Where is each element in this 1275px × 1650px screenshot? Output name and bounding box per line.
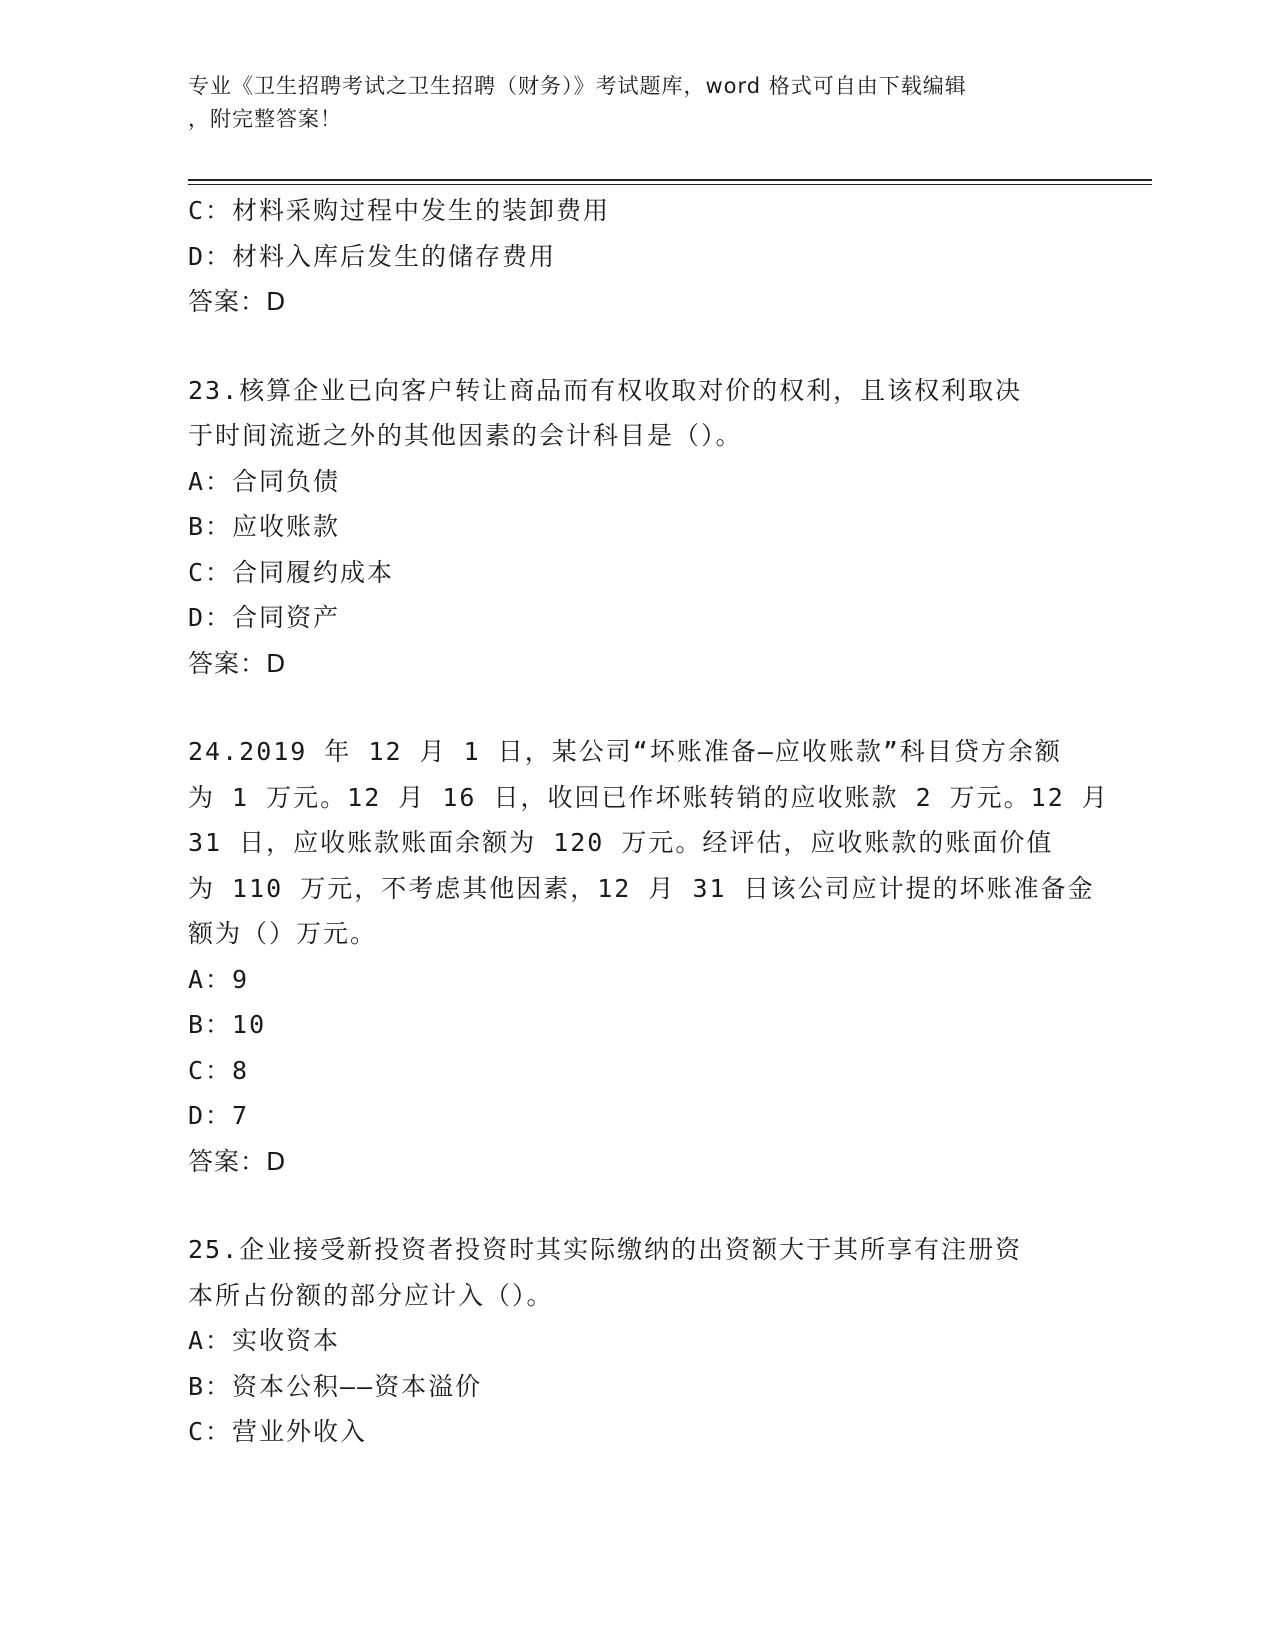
option-b: B：应收账款 — [188, 512, 341, 541]
document-header — [188, 70, 1068, 136]
option-a: A：实收资本 — [188, 1326, 341, 1355]
answer-line: 答案：D — [188, 287, 287, 316]
header-divider — [188, 179, 1152, 185]
question-stem-line: 本所占份额的部分应计入（）。 — [188, 1280, 554, 1310]
question-stem-line: 为 110 万元，不考虑其他因素，12 月 31 日该公司应计提的坏账准备金 — [188, 873, 1095, 903]
question-stem-line: 于时间流逝之外的其他因素的会计科目是（）。 — [188, 421, 743, 450]
question-gap — [188, 686, 1088, 729]
option-c: C：材料采购过程中发生的装卸费用 — [188, 196, 611, 225]
option-c: C：8 — [188, 1055, 250, 1085]
option-b: B：10 — [188, 1010, 267, 1039]
question-22-tail — [188, 188, 1088, 325]
option-b: B：资本公积——资本溢价 — [188, 1371, 483, 1401]
question-gap — [188, 1184, 1088, 1227]
question-stem-line: 为 1 万元。12 月 16 日，收回已作坏账转销的应收账款 2 万元。12 月 — [188, 782, 1109, 812]
question-23 — [188, 368, 1088, 687]
option-a: A：合同负债 — [188, 466, 341, 496]
option-a: A：9 — [188, 964, 250, 994]
option-c: C：合同履约成本 — [188, 557, 395, 587]
question-stem-line: 24.2019 年 12 月 1 日，某公司“坏账准备—应收账款”科目贷方余额 — [188, 737, 1062, 766]
answer-line: 答案：D — [188, 648, 287, 678]
question-stem-line: 31 日，应收账款账面余额为 120 万元。经评估，应收账款的账面价值 — [188, 828, 1054, 857]
question-stem-line: 额为（）万元。 — [188, 919, 378, 948]
question-24 — [188, 729, 1109, 1184]
option-c: C：营业外收入 — [188, 1417, 368, 1446]
header-line-1: 专业《卫生招聘考试之卫生招聘（财务）》考试题库，word 格式可自由下载编辑 — [188, 74, 967, 98]
question-25 — [188, 1227, 1088, 1455]
option-d: D：合同资产 — [188, 603, 341, 632]
question-stem-line: 23.核算企业已向客户转让商品而有权收取对价的权利，且该权利取决 — [188, 375, 1023, 405]
option-d: D：材料入库后发生的储存费用 — [188, 241, 557, 271]
header-line-2: ，附完整答案！ — [188, 107, 342, 131]
question-gap — [188, 325, 1088, 368]
question-content — [188, 188, 1109, 1455]
option-d: D：7 — [188, 1101, 250, 1130]
question-stem-line: 25.企业接受新投资者投资时其实际缴纳的出资额大于其所享有注册资 — [188, 1235, 1023, 1264]
answer-line: 答案：D — [188, 1146, 287, 1176]
